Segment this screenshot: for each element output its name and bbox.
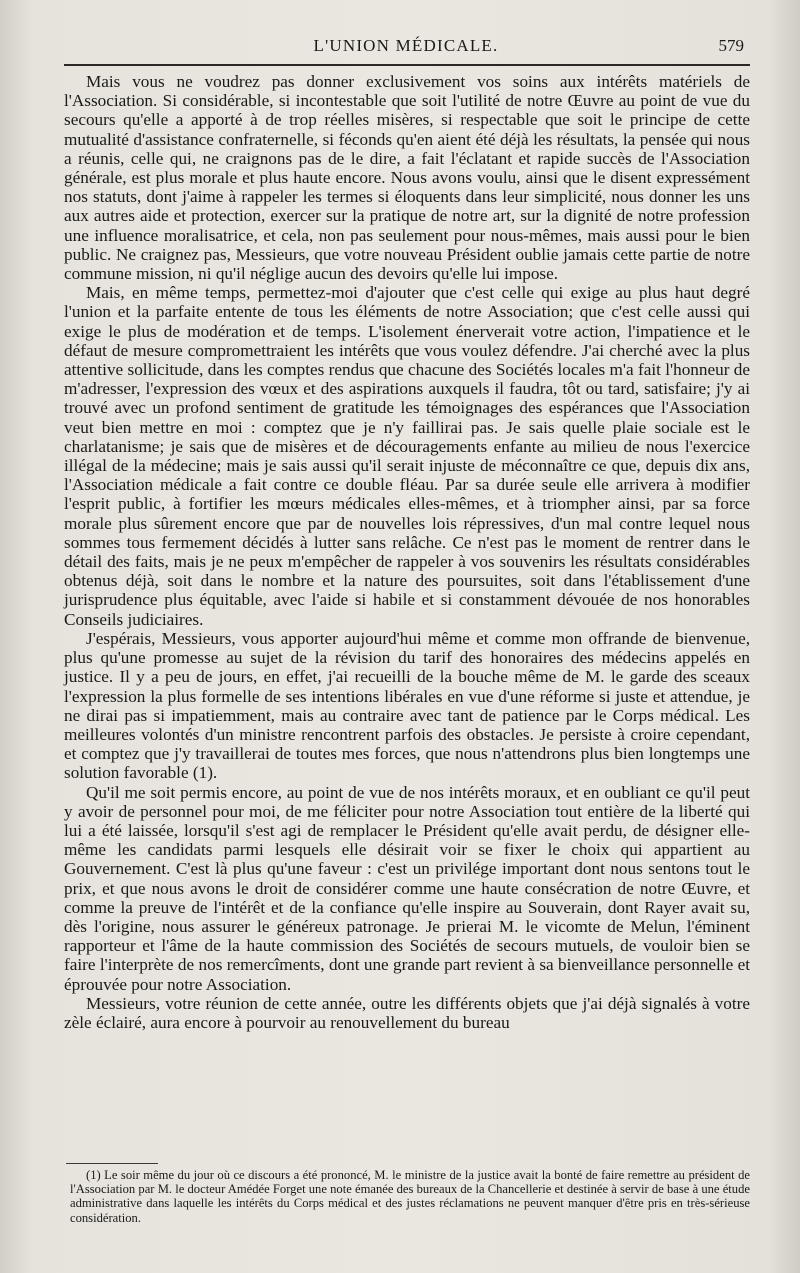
journal-title: L'UNION MÉDICALE. (313, 36, 499, 55)
footnote-text: (1) Le soir même du jour où ce discours a été prononcé, M. le ministre de la justice avait la bonté de faire remettre au président de l'Association par M. le docteur Amédée Forget une note émanée des bureaux de la Chancellerie et destinée à servir de base à une étude administrative dans laquelle les intérêts du Corps médical et des justes réclamations ne peuvent manquer d'être pris en très-sérieuse considération. (70, 1168, 750, 1225)
paragraph: J'espérais, Messieurs, vous apporter aujourd'hui même et comme mon offrande de bienvenue, plus qu'une promesse au sujet de la révision du tarif des honoraires des médecins appelés en justice. Il y a peu de jours, en effet, j'ai recueilli de la bouche même de M. le garde des sceaux l'expression la plus formelle de ses intentions libérales en vue d'une réforme si juste et attendue, je ne dirai pas si impatiemment, mais au contraire avec tant de patience par le Corps médical. Les meilleures volontés d'un ministre rencontrent parfois des obstacles. Je persiste à croire cependant, et comptez que j'y travaillerai de toutes mes forces, que nous n'attendrons plus bien longtemps une solution favorable (1). (64, 628, 750, 783)
footnote (70, 1168, 750, 1225)
footnote-rule (66, 1163, 158, 1164)
paragraph: Qu'il me soit permis encore, au point de vue de nos intérêts moraux, et en oubliant ce qu'il peut y avoir de personnel pour moi, de me féliciter pour notre Association tout entière de la liberté qui lui a été laissée, lorsqu'il s'est agi de remplacer le Président qu'elle avait perdu, de désigner elle-même les candidats parmi lesquels elle désirait voir se fixer le choix qui appartient au Gouvernement. C'est là plus qu'une faveur : c'est un privilége important dont nous sentons tout le prix, et que nous avons le droit de considérer comme une haute consécration de notre Œuvre, et comme la preuve de l'intérêt et de la confiance qu'elle inspire au Souverain, dont Rayer avait su, dès l'origine, nous assurer le généreux patronage. Je prierai M. le vicomte de Melun, l'éminent rapporteur et l'âme de la haute commission des Sociétés de secours mutuels, de vouloir bien se faire l'interprète de nos remercîments, dont une grande part revient à sa bienveillance personnelle et éprouvée pour notre Association. (64, 782, 750, 994)
page-number: 579 (718, 36, 744, 55)
paragraph: Mais, en même temps, permettez-moi d'ajouter que c'est celle qui exige au plus haut degré l'union et la parfaite entente de tous les éléments de notre Association; que c'est celle aussi qui exige le plus de modération et de temps. L'isolement énerverait votre action, l'impatience et le défaut de mesure compromettraient les intérêts que vous voulez défendre. J'ai cherché avec la plus attentive sollicitude, dans les comptes rendus que chacune des Sociétés locales m'a fait l'honneur de m'adresser, l'expression des vœux et des aspirations auxquels il faudra, tôt ou tard, satisfaire; j'y ai trouvé avec un profond sentiment de gratitude les témoignages des espérances que l'Association veut bien mettre en moi : comptez que je n'y faillirai pas. Je sais quelle plaie sociale est le charlatanisme; je sais que de misères et de découragements enfante au milieu de nous l'exercice illégal de la médecine; mais je sais aussi qu'il serait injuste de méconnaître ce que, depuis dix ans, l'Association médicale a fait contre ce double fléau. Par sa durée seule elle arrivera à modifier l'esprit public, à fortifier les mœurs médicales elles-mêmes, et à triompher ainsi, par sa force morale plus sûrement encore que par de nouvelles lois répressives, d'un mal contre lequel nous sommes tous fermement décidés à lutter sans relâche. Ce n'est pas le moment de rentrer dans le détail des faits, mais je ne peux m'empêcher de rappeler à vos souvenirs les résultats considérables obtenus déjà, soit dans le nombre et la nature des poursuites, soit dans l'établissement d'une jurisprudence plus équitable, avec l'aide si habile et si constamment dévouée de nos honorables Conseils judiciaires. (64, 283, 750, 629)
body-text (64, 72, 750, 1032)
paragraph: Mais vous ne voudrez pas donner exclusivement vos soins aux intérêts matériels de l'Association. Si considérable, si incontestable que soit l'utilité de notre Œuvre au point de vue du secours qu'elle a apporté à de trop réelles misères, si respectable que soit le principe de cette mutualité d'assistance confraternelle, si féconds qu'en aient été déjà les résultats, la pensée qui nous a réunis, celle qui, ne craignons pas de le dire, a fait l'éclatant et rapide succès de l'Association générale, est plus morale et plus haute encore. Nous avons voulu, ainsi que le disent expressément nos statuts, dont j'aime à rappeler les termes si éloquents dans leur simplicité, nous donner les uns aux autres aide et protection, exercer sur la pratique de notre art, sur la dignité de notre profession une influence moralisatrice, et cela, non pas seulement pour nous-mêmes, mais aussi pour le bien public. Ne craignez pas, Messieurs, que votre nouveau Président oublie jamais cette partie de notre commune mission, ni qu'il néglige aucun des devoirs qu'elle lui impose. (64, 72, 750, 284)
running-head (64, 36, 748, 58)
header-rule (64, 64, 750, 66)
paragraph: Messieurs, votre réunion de cette année, outre les différents objets que j'ai déjà signalés à votre zèle éclairé, aura encore à pourvoir au renouvellement du bureau (64, 993, 750, 1032)
